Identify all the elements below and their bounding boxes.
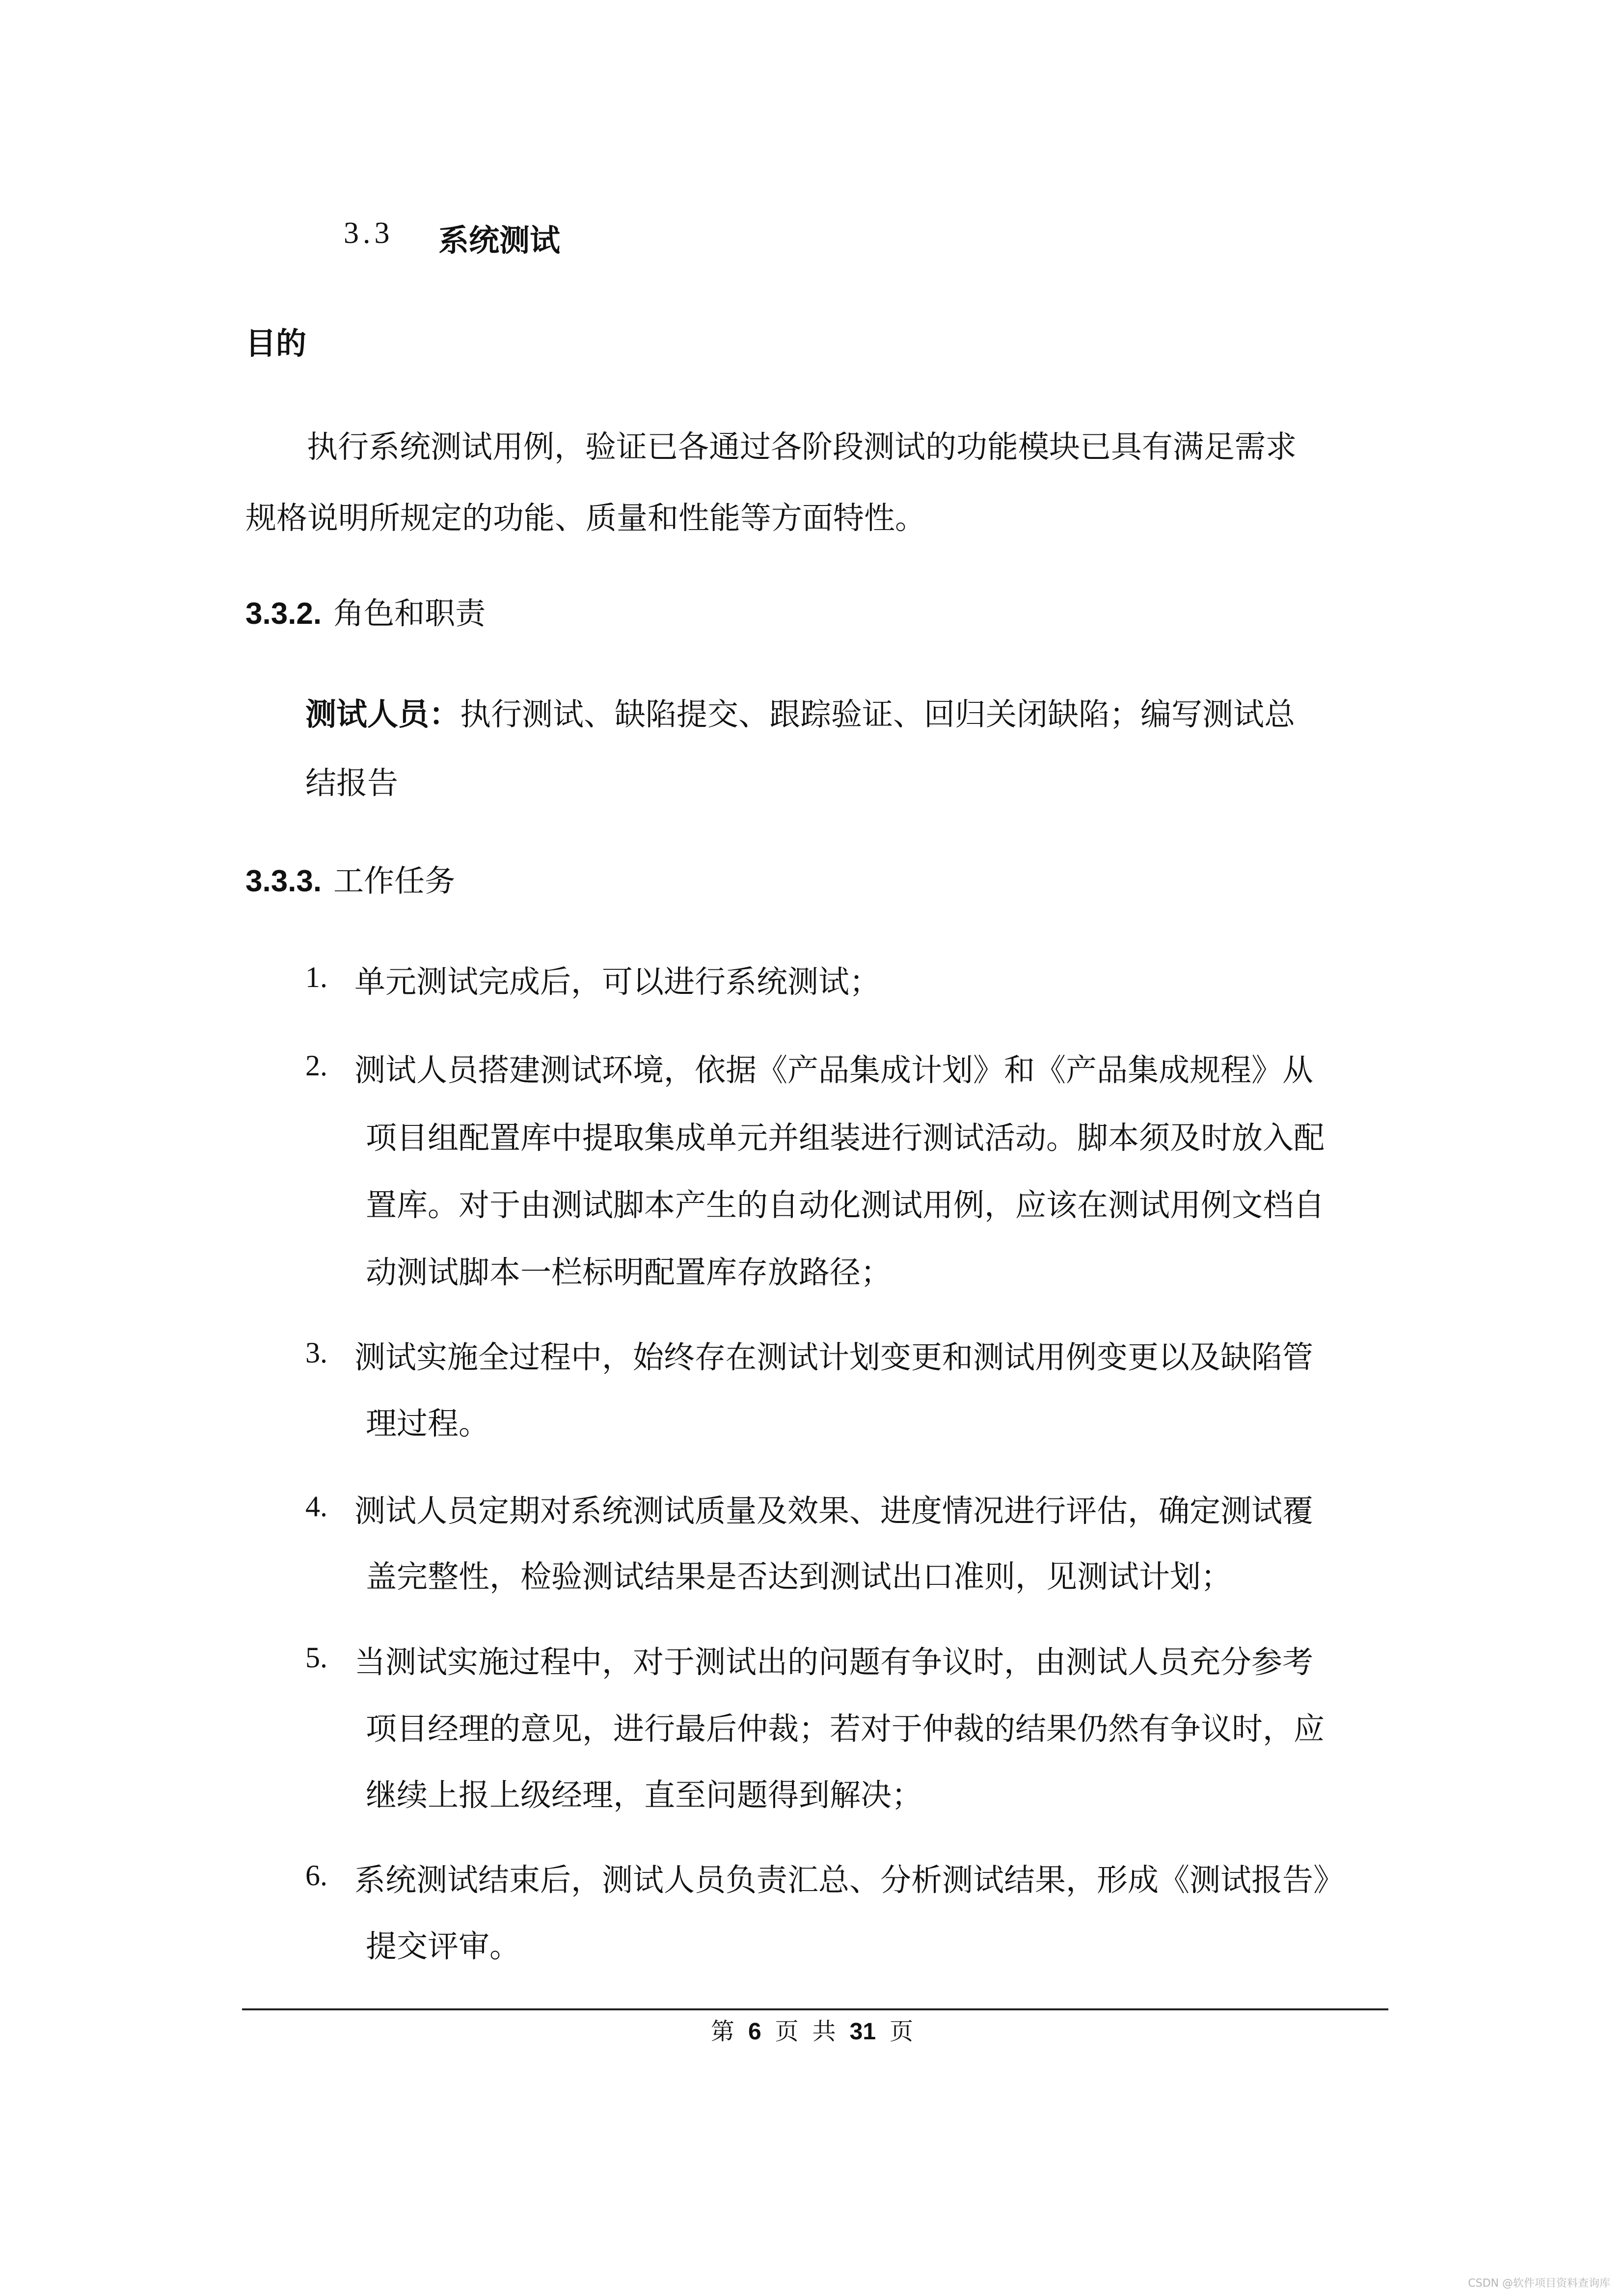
role-tester-line-2: 结报告 [305, 765, 398, 801]
task-2-line-2: 项目组配置库中提取集成单元并组装进行测试活动。脚本须及时放入配 [366, 1120, 1325, 1156]
roles-heading-number: 3.3.2. [245, 597, 322, 631]
page-footer [0, 2012, 1624, 2046]
footer-divider [242, 2008, 1388, 2010]
section-title: 系统测试 [438, 222, 561, 258]
purpose-heading-text: 目的 [245, 325, 307, 361]
role-label: 测试人员： [305, 696, 460, 732]
task-number-1: 1. [305, 961, 327, 993]
purpose-line-2: 规格说明所规定的功能、质量和性能等方面特性。 [245, 500, 926, 536]
footer-label-di: 第 [710, 2019, 734, 2045]
task-number-2: 2. [305, 1049, 327, 1082]
tasks-heading-text: 工作任务 [333, 863, 456, 899]
tasks-heading [245, 856, 455, 900]
task-5-line-2: 项目经理的意见，进行最后仲裁；若对于仲裁的结果仍然有争议时，应 [366, 1711, 1325, 1747]
task-number-4: 4. [305, 1490, 327, 1522]
task-2-line-3: 置库。对于由测试脚本产生的自动化测试用例，应该在测试用例文档自 [366, 1187, 1325, 1223]
task-5-line-3: 继续上报上级经理，直至问题得到解决； [366, 1777, 922, 1813]
purpose-heading [245, 319, 306, 363]
task-2-line-1: 测试人员搭建测试环境，依据《产品集成计划》和《产品集成规程》从 [354, 1052, 1313, 1088]
task-3-line-2: 理过程。 [366, 1406, 489, 1442]
footer-total-pages: 31 [849, 2019, 876, 2045]
section-number: 3.3 [344, 216, 394, 250]
role-description: 执行测试、缺陷提交、跟踪验证、回归关闭缺陷；编写测试总 [460, 696, 1295, 732]
task-6-line-2: 提交评审。 [366, 1928, 520, 1964]
task-5-line-1: 当测试实施过程中，对于测试出的问题有争议时，由测试人员充分参考 [354, 1644, 1313, 1680]
footer-label-ye: 页 [775, 2019, 799, 2045]
footer-page-number: 6 [748, 2019, 761, 2045]
footer-label-gong: 共 [812, 2019, 836, 2045]
footer-label-ye-2: 页 [890, 2019, 914, 2045]
task-1-line-1: 单元测试完成后，可以进行系统测试； [354, 964, 880, 1000]
task-number-5: 5. [305, 1641, 327, 1674]
roles-heading-text: 角色和职责 [333, 595, 486, 631]
watermark: CSDN @软件项目资料查询库 [1468, 2277, 1610, 2290]
task-number-3: 3. [305, 1336, 327, 1369]
task-4-line-1: 测试人员定期对系统测试质量及效果、进度情况进行评估，确定测试覆 [354, 1493, 1313, 1529]
task-4-line-2: 盖完整性，检验测试结果是否达到测试出口准则，见测试计划； [366, 1559, 1232, 1595]
task-6-line-1: 系统测试结束后，测试人员负责汇总、分析测试结果，形成《测试报告》 [354, 1862, 1344, 1898]
task-3-line-1: 测试实施全过程中，始终存在测试计划变更和测试用例变更以及缺陷管 [354, 1339, 1313, 1375]
roles-heading [245, 589, 486, 633]
role-tester-line-1 [305, 690, 1295, 734]
task-number-6: 6. [305, 1859, 327, 1892]
tasks-heading-number: 3.3.3. [245, 864, 322, 898]
purpose-line-1: 执行系统测试用例，验证已各通过各阶段测试的功能模块已具有满足需求 [307, 429, 1297, 465]
task-2-line-4: 动测试脚本一栏标明配置库存放路径； [366, 1255, 892, 1290]
